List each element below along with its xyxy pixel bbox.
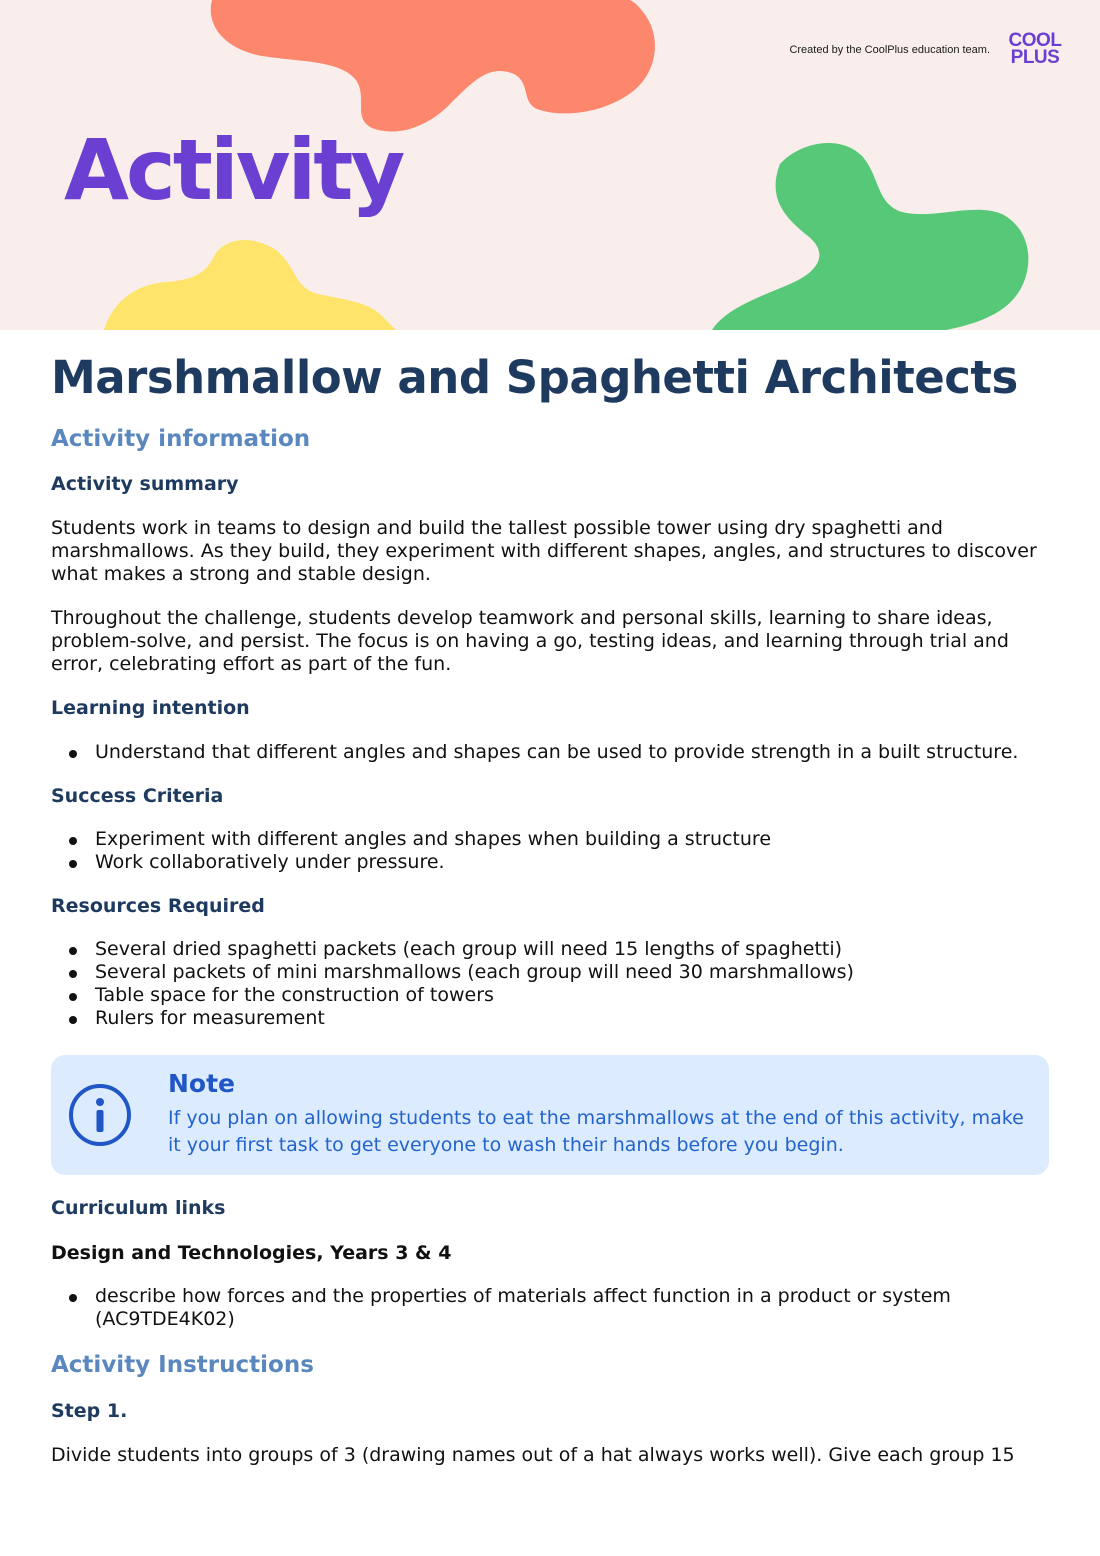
- note-title: Note: [168, 1069, 236, 1098]
- info-icon: [68, 1083, 132, 1147]
- note-text: If you plan on allowing students to eat the marshmallows at the end of this activity, make it your first task to get everyone to wash their hands before you begin.: [168, 1107, 1024, 1156]
- step-1-heading: Step 1.: [51, 1400, 128, 1422]
- coral-blob: [211, 0, 655, 132]
- list-item: Several packets of mini marshmallows (each group will need 30 marshmallows): [51, 961, 1049, 984]
- curriculum-subject: Design and Technologies, Years 3 & 4: [51, 1242, 452, 1264]
- subheading-resources-required: Resources Required: [51, 895, 265, 917]
- section-heading-activity-instructions: Activity Instructions: [51, 1352, 314, 1378]
- summary-paragraph-2: Throughout the challenge, students develop teamwork and personal skills, learning to share ideas, problem-solve, and persist. The focus is on having a go, testing ideas, and learning through trial and error, celebrating effort as part of the fun.: [51, 607, 1009, 675]
- learning-intention-list: [51, 741, 1049, 764]
- subheading-curriculum-links: Curriculum links: [51, 1197, 226, 1219]
- subheading-activity-summary: Activity summary: [51, 473, 239, 495]
- section-heading-activity-information: Activity information: [51, 426, 311, 452]
- hero-banner: [0, 0, 1100, 330]
- page-title: Marshmallow and Spaghetti Architects: [51, 351, 1018, 404]
- list-item: Rulers for measurement: [51, 1007, 1049, 1030]
- summary-paragraph-1: Students work in teams to design and build the tallest possible tower using dry spaghetti and marshmallows. As they build, they experiment with different shapes, angles, and structures to discover what makes a strong and stable design.: [51, 517, 1037, 585]
- main-content: [51, 350, 1049, 1467]
- list-item: describe how forces and the properties of materials affect function in a product or system (AC9TDE4K02): [51, 1285, 1049, 1331]
- credit-text: Created by the CoolPlus education team.: [789, 44, 990, 56]
- note-callout: [51, 1055, 1049, 1175]
- subheading-success-criteria: Success Criteria: [51, 785, 224, 807]
- list-item: Experiment with different angles and shapes when building a structure: [51, 828, 1049, 851]
- resources-list: [51, 938, 1049, 1030]
- step-1-text: Divide students into groups of 3 (drawing names out of a hat always works well). Give each group 15: [51, 1444, 1015, 1466]
- success-criteria-list: [51, 828, 1049, 874]
- curriculum-list: [51, 1285, 1049, 1331]
- subheading-learning-intention: Learning intention: [51, 697, 250, 719]
- list-item: Work collaboratively under pressure.: [51, 851, 1049, 874]
- list-item: Understand that different angles and shapes can be used to provide strength in a built structure.: [51, 741, 1049, 764]
- coolplus-logo: [1003, 32, 1067, 66]
- list-item: Table space for the construction of towers: [51, 984, 1049, 1007]
- green-blob: [712, 143, 1028, 330]
- hero-title: Activity: [64, 121, 403, 219]
- logo-line-2: PLUS: [1010, 47, 1060, 68]
- list-item: Several dried spaghetti packets (each group will need 15 lengths of spaghetti): [51, 938, 1049, 961]
- logo-line-1: COOL: [1008, 30, 1062, 51]
- yellow-blob: [104, 240, 396, 330]
